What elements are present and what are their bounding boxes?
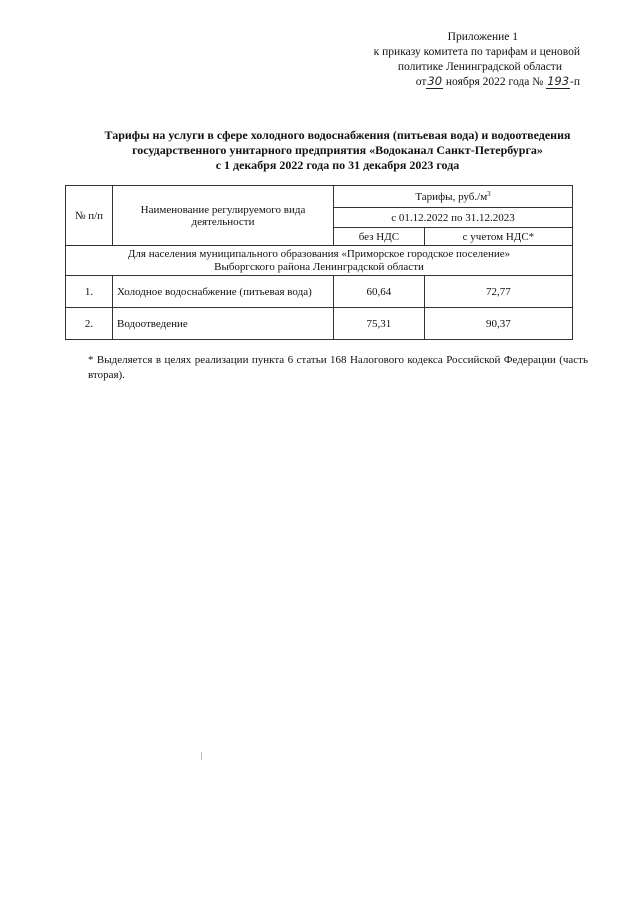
- appendix-header: [340, 30, 580, 90]
- document-title: [60, 128, 615, 173]
- group-line-2: Выборгского района Ленинградской области: [214, 260, 424, 273]
- date-middle: ноября 2022 года №: [445, 76, 544, 88]
- group-row: [66, 246, 573, 276]
- row-num: 1.: [66, 276, 113, 308]
- handwritten-order-number: 193: [547, 74, 570, 88]
- row-num: 2.: [66, 308, 113, 340]
- header-tariffs-label: Тарифы, руб./м: [415, 190, 488, 203]
- header-tariffs: [334, 186, 573, 208]
- header-with-vat: с учетом НДС*: [424, 228, 572, 246]
- group-line-1: Для населения муниципального образования «Приморское городское поселение»: [127, 247, 511, 260]
- date-suffix: -п: [570, 76, 580, 88]
- title-line-3: с 1 декабря 2022 года по 31 декабря 2023 года: [215, 158, 460, 172]
- scan-artifact: [201, 752, 202, 760]
- row-no-vat: 60,64: [334, 276, 425, 308]
- header-num: № п/п: [66, 186, 113, 246]
- appendix-title: Приложение 1: [447, 31, 518, 43]
- order-line: к приказу комитета по тарифам и ценовой: [373, 46, 580, 58]
- title-line-2: государственного унитарного предприятия «Водоканал Санкт-Петербурга»: [132, 143, 543, 157]
- table-row: [66, 276, 573, 308]
- committee-line: политике Ленинградской области: [397, 61, 562, 73]
- row-with-vat: 90,37: [424, 308, 572, 340]
- handwritten-day: 30: [427, 74, 443, 88]
- table-row: [66, 308, 573, 340]
- header-period: с 01.12.2022 по 31.12.2023: [334, 208, 573, 228]
- header-no-vat: без НДС: [334, 228, 425, 246]
- date-prefix: от: [415, 76, 427, 88]
- tariffs-table: [65, 185, 573, 340]
- header-tariffs-sup: 3: [487, 189, 491, 198]
- header-activity: Наименование регулируемого вида деятельности: [113, 186, 334, 246]
- order-date-line: [340, 75, 580, 90]
- row-with-vat: 72,77: [424, 276, 572, 308]
- vat-footnote: * Выделяется в целях реализации пункта 6 статьи 168 Налогового кодекса Российской Федерации (часть вторая).: [88, 354, 588, 381]
- row-activity: Водоотведение: [113, 308, 334, 340]
- title-line-1: Тарифы на услуги в сфере холодного водоснабжения (питьевая вода) и водоотведения: [104, 128, 571, 142]
- row-no-vat: 75,31: [334, 308, 425, 340]
- row-activity: Холодное водоснабжение (питьевая вода): [113, 276, 334, 308]
